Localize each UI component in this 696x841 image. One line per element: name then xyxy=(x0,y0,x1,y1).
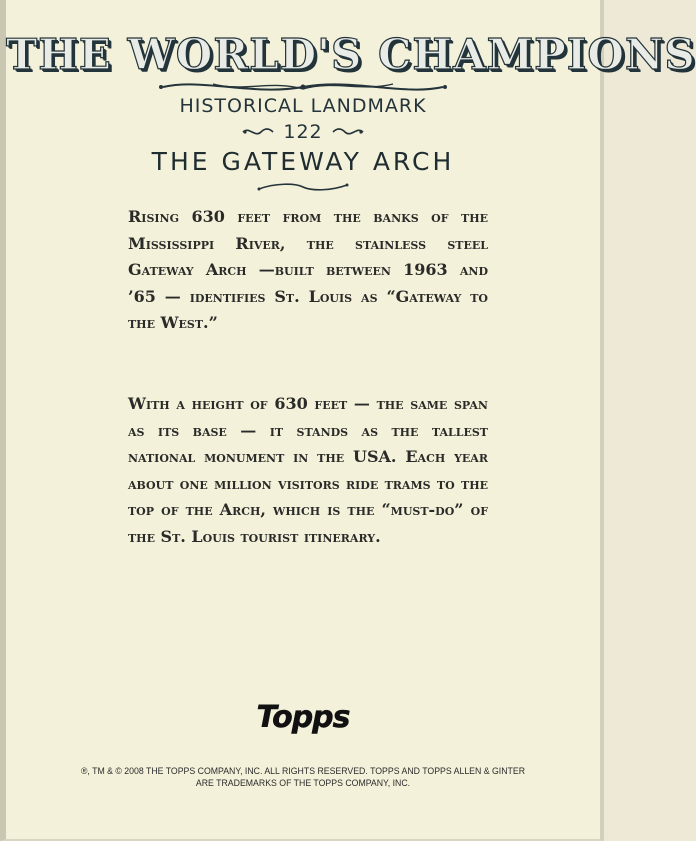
card-number-row xyxy=(6,121,600,143)
description-paragraph-2: With a height of 630 feet — the same span as its base — it stands as the tallest national monument in the USA. Each year about one million visitors ride trams to the top of the Arch, which is the “must-do” of the St. Louis tourist itinerary. xyxy=(128,394,488,546)
description-paragraph-1: Rising 630 feet from the banks of the Mississippi River, the stainless steel Gateway Arch —built between 1963 and ’65 — identifies St. Louis as “Gateway to the West.” xyxy=(128,207,488,332)
underline-swash-icon xyxy=(255,181,351,193)
series-title: THE WORLD'S CHAMPIONS xyxy=(6,30,696,79)
right-scroll-ornament-icon xyxy=(331,126,365,138)
left-scroll-ornament-icon xyxy=(241,126,275,138)
legal-line-2: ARE TRADEMARKS OF THE TOPPS COMPANY, INC. xyxy=(195,778,411,789)
category-label: HISTORICAL LANDMARK xyxy=(179,95,427,117)
legal-notice xyxy=(30,766,576,790)
landmark-name: THE GATEWAY ARCH xyxy=(151,147,455,176)
card-number: 122 xyxy=(283,121,323,143)
topps-logo: Topps xyxy=(256,700,350,735)
legal-line-1: ®, TM & © 2008 THE TOPPS COMPANY, INC. ALL RIGHTS RESERVED. TOPPS AND TOPPS ALLEN & GINTER xyxy=(80,766,526,777)
name-underline-ornament xyxy=(6,180,600,198)
